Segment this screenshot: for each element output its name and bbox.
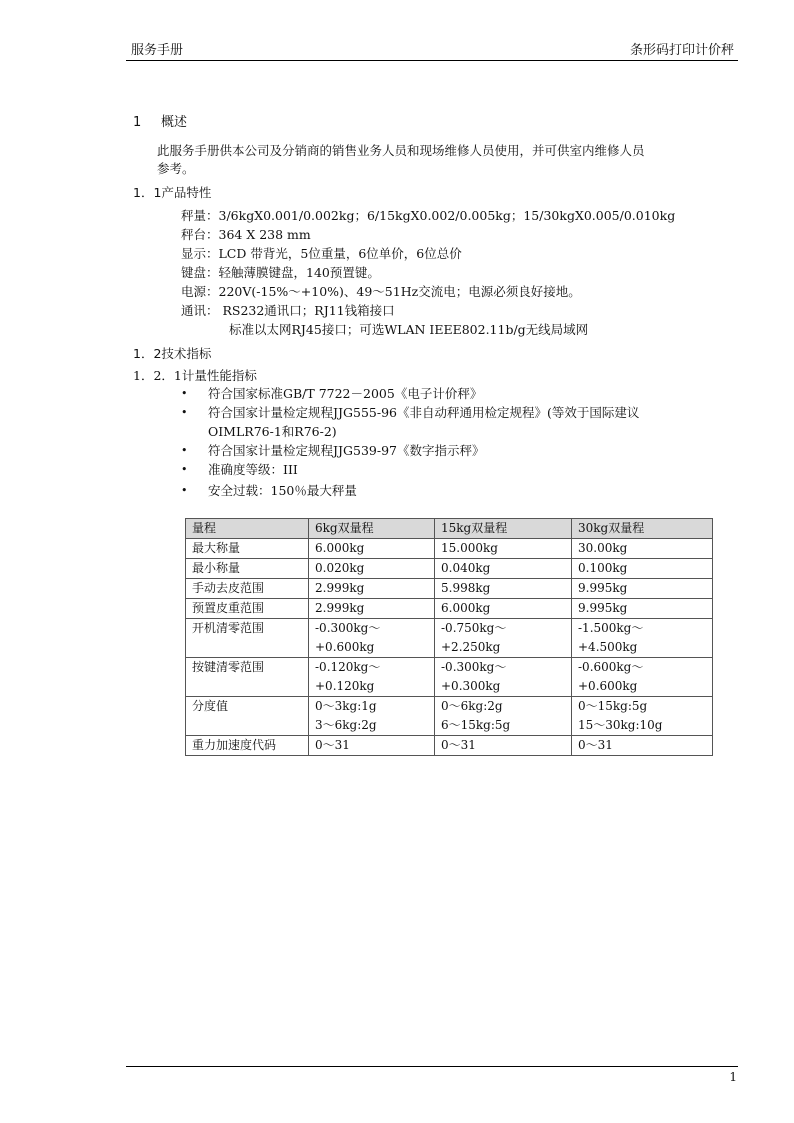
table-cell bbox=[572, 658, 713, 697]
section-1-2-title: 1．2技术指标 bbox=[133, 346, 212, 361]
section-1-title: 概述 bbox=[161, 115, 188, 130]
table-header-cell: 量程 bbox=[186, 519, 309, 539]
table-cell: 0～31 bbox=[572, 736, 713, 756]
bullet-icon: • bbox=[181, 387, 188, 400]
bullet-item-jjg555: 符合国家计量检定规程JJG555-96《非自动秤通用检定规程》(等效于国际建议 bbox=[208, 405, 640, 420]
cell-line: -0.600kg～ bbox=[578, 660, 644, 674]
table-row bbox=[186, 736, 713, 756]
table-header-cell: 15kg双量程 bbox=[435, 519, 572, 539]
metrology-spec-table bbox=[185, 518, 713, 756]
table-row-label: 最小称量 bbox=[186, 559, 309, 579]
table-row-label: 最大称量 bbox=[186, 539, 309, 559]
cell-line: -1.500kg～ bbox=[578, 621, 644, 635]
cell-line: 3～6kg:2g bbox=[315, 718, 377, 732]
table-cell: 0.020kg bbox=[309, 559, 435, 579]
bullet-item-accuracy-class: 准确度等级：III bbox=[208, 462, 298, 477]
table-cell bbox=[572, 697, 713, 736]
table-cell bbox=[572, 619, 713, 658]
table-row bbox=[186, 697, 713, 736]
table-row bbox=[186, 658, 713, 697]
spec-line-display: 显示：LCD 带背光，5位重量，6位单价，6位总价 bbox=[181, 246, 462, 261]
spec-line-power: 电源：220V(-15%～+10%)、49～51Hz交流电；电源必须良好接地。 bbox=[181, 284, 581, 299]
spec-line-capacity: 秤量：3/6kgX0.001/0.002kg；6/15kgX0.002/0.005kg；15/30kgX0.005/0.010kg bbox=[181, 208, 676, 223]
bullet-icon: • bbox=[181, 444, 188, 457]
table-row-label: 分度值 bbox=[186, 697, 309, 736]
bullet-item-gb-standard: 符合国家标准GB/T 7722－2005《电子计价秤》 bbox=[208, 386, 483, 401]
table-header-cell: 30kg双量程 bbox=[572, 519, 713, 539]
bullet-item-jjg539: 符合国家计量检定规程JJG539-97《数字指示秤》 bbox=[208, 443, 485, 458]
cell-line: 0～3kg:1g bbox=[315, 699, 377, 713]
table-cell bbox=[435, 658, 572, 697]
table-row bbox=[186, 579, 713, 599]
cell-line: +0.300kg bbox=[441, 679, 501, 693]
bullet-icon: • bbox=[181, 463, 188, 476]
table-cell: 5.998kg bbox=[435, 579, 572, 599]
table-cell: 6.000kg bbox=[435, 599, 572, 619]
header-right-title: 条形码打印计价秤 bbox=[629, 43, 734, 58]
cell-line: 0～15kg:5g bbox=[578, 699, 648, 713]
cell-line: +0.600kg bbox=[315, 640, 375, 654]
table-cell: 2.999kg bbox=[309, 579, 435, 599]
table-cell: 0～31 bbox=[435, 736, 572, 756]
page-number: 1 bbox=[729, 1070, 737, 1084]
cell-line: +0.600kg bbox=[578, 679, 638, 693]
table-header-row bbox=[186, 519, 713, 539]
section-1-paragraph-line-2: 参考。 bbox=[157, 161, 195, 176]
table-cell: 0～31 bbox=[309, 736, 435, 756]
table-cell bbox=[435, 619, 572, 658]
cell-line: 0～6kg:2g bbox=[441, 699, 503, 713]
section-1-number: 1 bbox=[133, 115, 142, 130]
table-cell: 9.995kg bbox=[572, 579, 713, 599]
cell-line: +0.120kg bbox=[315, 679, 375, 693]
cell-line: +2.250kg bbox=[441, 640, 501, 654]
section-1-2-1-title: 1．2．1计量性能指标 bbox=[133, 368, 257, 383]
table-cell bbox=[309, 697, 435, 736]
table-row-label: 重力加速度代码 bbox=[186, 736, 309, 756]
bullet-icon: • bbox=[181, 406, 188, 419]
cell-line: 15～30kg:10g bbox=[578, 718, 663, 732]
table-row-label: 手动去皮范围 bbox=[186, 579, 309, 599]
table-row-label: 按键清零范围 bbox=[186, 658, 309, 697]
table-cell: 6.000kg bbox=[309, 539, 435, 559]
cell-line: -0.300kg～ bbox=[441, 660, 507, 674]
table-row-label: 预置皮重范围 bbox=[186, 599, 309, 619]
header-divider bbox=[126, 60, 738, 61]
table-row bbox=[186, 539, 713, 559]
spec-line-keyboard: 键盘：轻触薄膜键盘，140预置键。 bbox=[181, 265, 380, 280]
table-cell bbox=[309, 619, 435, 658]
table-cell bbox=[435, 697, 572, 736]
spec-line-comm: 通讯： RS232通讯口；RJ11钱箱接口 bbox=[181, 303, 395, 318]
table-cell: 15.000kg bbox=[435, 539, 572, 559]
spec-line-comm-continued: 标准以太网RJ45接口；可选WLAN IEEE802.11b/g无线局域网 bbox=[229, 322, 589, 337]
bullet-icon: • bbox=[181, 484, 188, 497]
header-left-title: 服务手册 bbox=[131, 43, 184, 58]
cell-line: +4.500kg bbox=[578, 640, 638, 654]
cell-line: -0.300kg～ bbox=[315, 621, 381, 635]
bullet-item-jjg555-continued: OIMLR76-1和R76-2) bbox=[208, 424, 337, 439]
table-cell: 2.999kg bbox=[309, 599, 435, 619]
footer-divider bbox=[126, 1066, 738, 1067]
table-row bbox=[186, 559, 713, 579]
table-cell: 0.100kg bbox=[572, 559, 713, 579]
table-cell: 0.040kg bbox=[435, 559, 572, 579]
table-cell: 9.995kg bbox=[572, 599, 713, 619]
section-1-paragraph-line-1: 此服务手册供本公司及分销商的销售业务人员和现场维修人员使用，并可供室内维修人员 bbox=[157, 143, 645, 158]
cell-line: -0.120kg～ bbox=[315, 660, 381, 674]
cell-line: 6～15kg:5g bbox=[441, 718, 511, 732]
table-row bbox=[186, 599, 713, 619]
table-cell bbox=[309, 658, 435, 697]
table-row-label: 开机清零范围 bbox=[186, 619, 309, 658]
bullet-item-overload: 安全过载：150％最大秤量 bbox=[208, 483, 357, 498]
section-1-1-title: 1．1产品特性 bbox=[133, 185, 212, 200]
table-cell: 30.00kg bbox=[572, 539, 713, 559]
table-header-cell: 6kg双量程 bbox=[309, 519, 435, 539]
table-row bbox=[186, 619, 713, 658]
cell-line: -0.750kg～ bbox=[441, 621, 507, 635]
spec-line-platform: 秤台：364 X 238 mm bbox=[181, 227, 311, 242]
